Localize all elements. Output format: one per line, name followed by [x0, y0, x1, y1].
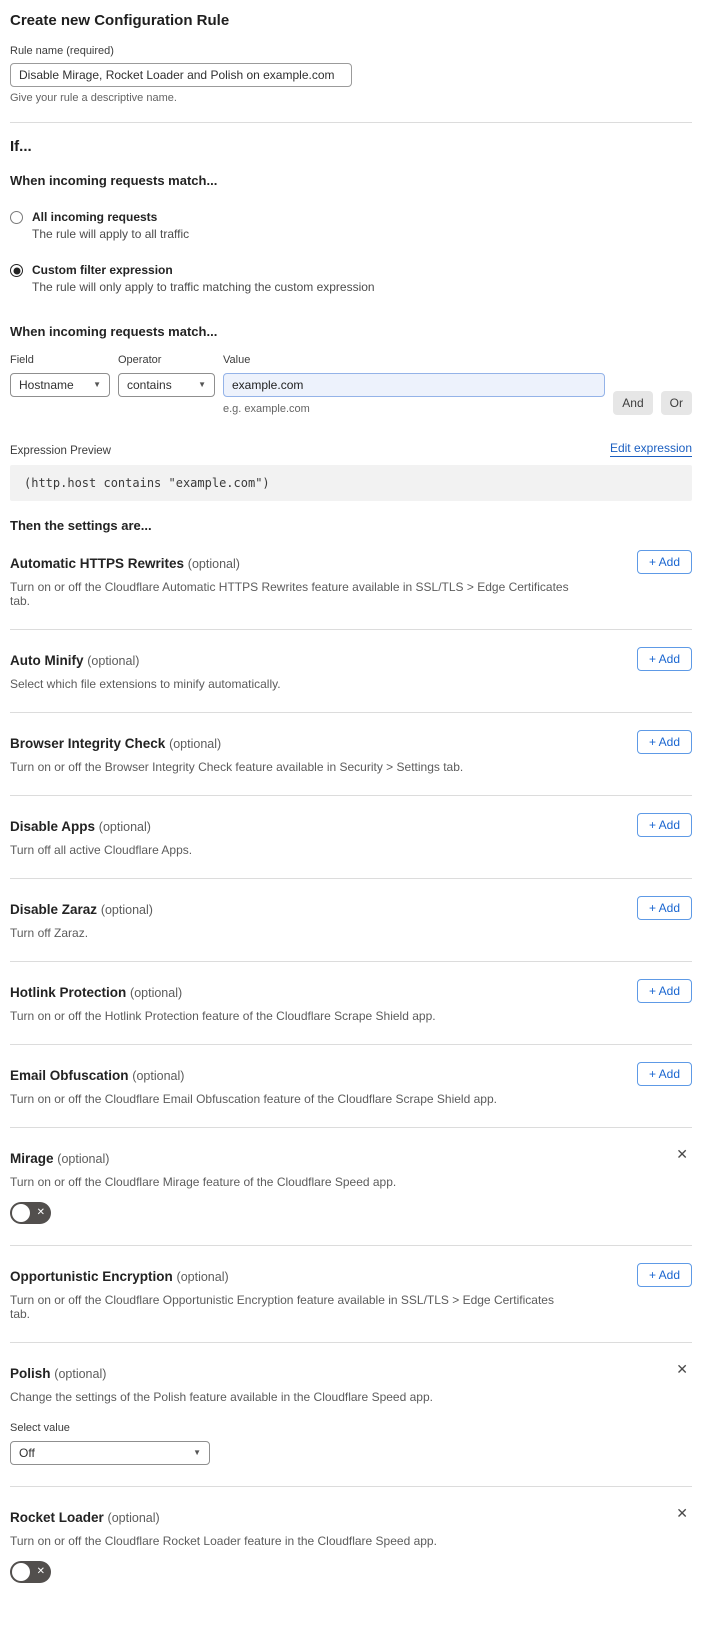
section-divider [10, 122, 692, 123]
setting-title: Disable Apps [10, 819, 96, 834]
toggle-knob [12, 1204, 30, 1222]
setting-select-area [10, 1422, 692, 1465]
add-button[interactable]: + Add [637, 896, 692, 920]
chevron-down-icon: ▼ [198, 380, 206, 389]
setting-description: Turn on or off the Hotlink Protection feature of the Cloudflare Scrape Shield app. [10, 1009, 436, 1023]
radio-description: The rule will only apply to traffic matching the custom expression [32, 280, 375, 294]
or-button[interactable]: Or [661, 391, 692, 415]
radio-circle-icon[interactable] [10, 211, 23, 224]
setting-row [10, 630, 692, 713]
setting-optional-label: (optional) [54, 1367, 107, 1381]
setting-optional-label: (optional) [100, 903, 153, 917]
setting-row [10, 1128, 692, 1246]
setting-row [10, 1045, 692, 1128]
toggle-switch[interactable] [10, 1202, 51, 1224]
radio-all-incoming-requests[interactable] [10, 210, 692, 241]
then-settings-heading: Then the settings are... [10, 518, 152, 533]
edit-expression-link[interactable]: Edit expression [609, 441, 692, 455]
rule-name-help: Give your rule a descriptive name. [10, 92, 177, 104]
chevron-down-icon: ▼ [93, 380, 101, 389]
add-button[interactable]: + Add [637, 979, 692, 1003]
setting-row [10, 1487, 692, 1604]
field-label: Field [10, 354, 34, 366]
setting-title: Polish [10, 1366, 51, 1381]
page-title: Create new Configuration Rule [10, 12, 230, 29]
if-heading: If... [10, 138, 32, 155]
radio-label: All incoming requests [32, 210, 158, 224]
setting-select-value: Off [19, 1446, 35, 1460]
add-button[interactable]: + Add [637, 730, 692, 754]
expression-preview-label: Expression Preview [10, 445, 111, 457]
toggle-knob [12, 1563, 30, 1581]
value-help: e.g. example.com [223, 403, 310, 415]
close-icon[interactable]: ✕ [676, 1505, 688, 1521]
setting-description: Turn on or off the Cloudflare Opportunistic Encryption feature available in SSL/TLS > Edge Certificates tab. [10, 1293, 554, 1321]
select-value-label: Select value [10, 1422, 70, 1434]
filter-row [10, 354, 692, 415]
field-select-value: Hostname [19, 378, 74, 392]
value-label: Value [223, 354, 251, 366]
close-icon[interactable]: ✕ [676, 1361, 688, 1377]
setting-optional-label: (optional) [98, 820, 151, 834]
setting-optional-label: (optional) [132, 1069, 185, 1083]
setting-description: Turn on or off the Browser Integrity Check feature available in Security > Settings tab. [10, 760, 464, 774]
setting-optional-label: (optional) [130, 986, 183, 1000]
setting-description: Turn on or off the Cloudflare Rocket Loader feature in the Cloudflare Speed app. [10, 1534, 437, 1548]
setting-optional-label: (optional) [87, 654, 140, 668]
add-button[interactable]: + Add [637, 1263, 692, 1287]
toggle-switch[interactable] [10, 1561, 51, 1583]
close-icon[interactable]: ✕ [676, 1146, 688, 1162]
setting-title: Email Obfuscation [10, 1068, 129, 1083]
setting-description: Select which file extensions to minify automatically. [10, 677, 281, 691]
match-type-heading: When incoming requests match... [10, 173, 218, 188]
add-button[interactable]: + Add [637, 647, 692, 671]
setting-title: Automatic HTTPS Rewrites [10, 556, 185, 571]
radio-label: Custom filter expression [32, 263, 173, 277]
radio-description: The rule will apply to all traffic [32, 227, 190, 241]
toggle-off-x-icon: ✕ [36, 1566, 45, 1577]
setting-optional-label: (optional) [57, 1152, 110, 1166]
operator-label: Operator [118, 354, 162, 366]
setting-row [10, 533, 692, 630]
and-button[interactable]: And [613, 391, 652, 415]
setting-title: Browser Integrity Check [10, 736, 166, 751]
value-input[interactable] [223, 373, 605, 397]
setting-row [10, 962, 692, 1045]
toggle-off-x-icon: ✕ [36, 1207, 45, 1218]
setting-optional-label: (optional) [169, 737, 222, 751]
setting-description: Turn on or off the Cloudflare Mirage feature of the Cloudflare Speed app. [10, 1175, 397, 1189]
operator-select-value: contains [127, 378, 172, 392]
field-select[interactable] [10, 373, 110, 397]
setting-description: Turn on or off the Cloudflare Email Obfuscation feature of the Cloudflare Scrape Shield app. [10, 1092, 497, 1106]
rule-name-input[interactable] [10, 63, 352, 87]
setting-description: Turn off Zaraz. [10, 926, 89, 940]
setting-optional-label: (optional) [187, 557, 240, 571]
setting-row [10, 796, 692, 879]
setting-title: Auto Minify [10, 653, 84, 668]
setting-row [10, 879, 692, 962]
setting-description: Turn on or off the Cloudflare Automatic HTTPS Rewrites feature available in SSL/TLS > Edge Certificates tab. [10, 580, 569, 608]
setting-title: Mirage [10, 1151, 54, 1166]
setting-row [10, 1343, 692, 1487]
setting-row [10, 713, 692, 796]
setting-description: Change the settings of the Polish feature available in the Cloudflare Speed app. [10, 1390, 433, 1404]
chevron-down-icon: ▼ [193, 1448, 201, 1457]
settings-list [10, 533, 692, 1604]
add-button[interactable]: + Add [637, 550, 692, 574]
setting-optional-label: (optional) [107, 1511, 160, 1525]
rule-name-label: Rule name (required) [10, 45, 114, 57]
expression-preview-code: (http.host contains "example.com") [10, 465, 692, 501]
add-button[interactable]: + Add [637, 813, 692, 837]
setting-title: Opportunistic Encryption [10, 1269, 173, 1284]
filter-heading: When incoming requests match... [10, 324, 218, 339]
radio-custom-filter-expression[interactable] [10, 263, 692, 294]
operator-select[interactable] [118, 373, 215, 397]
radio-circle-icon[interactable] [10, 264, 23, 277]
add-button[interactable]: + Add [637, 1062, 692, 1086]
setting-value-select[interactable] [10, 1441, 210, 1465]
setting-title: Hotlink Protection [10, 985, 127, 1000]
setting-title: Disable Zaraz [10, 902, 98, 917]
setting-row [10, 1246, 692, 1343]
setting-optional-label: (optional) [176, 1270, 229, 1284]
setting-description: Turn off all active Cloudflare Apps. [10, 843, 193, 857]
setting-title: Rocket Loader [10, 1510, 104, 1525]
